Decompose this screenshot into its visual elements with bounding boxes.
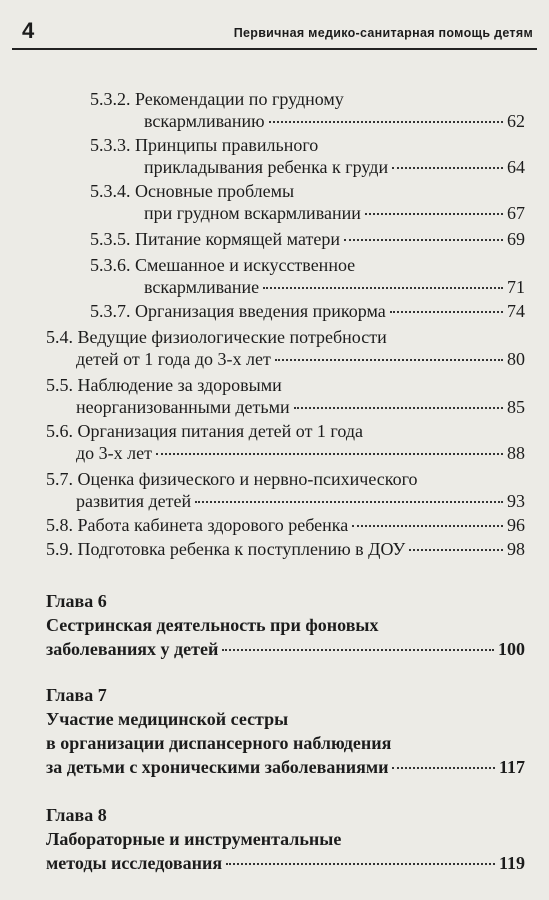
toc-page-number: 119 (498, 853, 525, 873)
toc-entry-row[interactable] (46, 852, 525, 874)
toc-entry-title: прикладывания ребенка к груди (144, 157, 389, 177)
toc-entry-row[interactable] (90, 300, 525, 322)
toc-entry-row[interactable] (46, 756, 525, 778)
toc-page-number: 96 (507, 515, 525, 535)
toc-entry-title: 5.6. Организация питания детей от 1 года (46, 421, 363, 441)
dot-leader (294, 407, 503, 409)
toc-entry-title: 5.8. Работа кабинета здорового ребенка (46, 515, 349, 535)
dot-leader (365, 213, 503, 215)
chapter-label: Глава 8 (46, 805, 107, 825)
toc-entry-title: при грудном вскармливании (144, 203, 361, 223)
dot-leader (344, 239, 503, 241)
toc-entry-title: 5.7. Оценка физического и нервно-психического (46, 469, 418, 489)
toc-entry-row[interactable] (46, 538, 525, 560)
chapter-label: Глава 6 (46, 591, 107, 611)
toc-entry-row[interactable] (144, 156, 525, 178)
toc-page-number: 64 (507, 157, 525, 177)
dot-leader (156, 453, 503, 455)
toc-entry-row[interactable] (144, 202, 525, 224)
dot-leader (392, 167, 503, 169)
toc-entry-row[interactable] (76, 348, 525, 370)
toc-entry-row[interactable] (144, 110, 525, 132)
toc-entry-title: детей от 1 года до 3-х лет (76, 349, 271, 369)
toc-entry-title: до 3-х лет (76, 443, 152, 463)
toc-page-number: 88 (507, 443, 525, 463)
toc-entry-title: 5.3.2. Рекомендации по грудному (90, 89, 344, 109)
dot-leader (222, 649, 494, 651)
toc-page-number: 117 (498, 757, 525, 777)
toc-entry-title: 5.3.5. Питание кормящей матери (90, 229, 340, 249)
toc-entry-title: вскармливанию (144, 111, 265, 131)
toc-page-number: 69 (507, 229, 525, 249)
dot-leader (226, 863, 495, 865)
toc-page-number: 62 (507, 111, 525, 131)
toc-page-number: 71 (507, 277, 525, 297)
toc-entry-title: 5.3.3. Принципы правильного (90, 135, 319, 155)
page-header (12, 14, 537, 50)
toc-entry-title: 5.3.4. Основные проблемы (90, 181, 295, 201)
toc-entry-title: 5.3.7. Организация введения прикорма (90, 301, 386, 321)
chapter-title: в организации диспансерного наблюдения (46, 733, 392, 753)
chapter-title: Сестринская деятельность при фоновых (46, 615, 379, 635)
dot-leader (275, 359, 503, 361)
toc-entry-title: неорганизованными детьми (76, 397, 290, 417)
dot-leader (409, 549, 503, 551)
chapter-title: за детьми с хроническими заболеваниями (46, 757, 389, 777)
toc-page-number: 80 (507, 349, 525, 369)
chapter-title: методы исследования (46, 853, 223, 873)
toc-entry-title: 5.3.6. Смешанное и искусственное (90, 255, 356, 275)
chapter-title: Участие медицинской сестры (46, 709, 289, 729)
toc-page-number: 98 (507, 539, 525, 559)
toc-entry-title: 5.4. Ведущие физиологические потребности (46, 327, 387, 347)
toc-page-number: 93 (507, 491, 525, 511)
toc-entry-title: 5.9. Подготовка ребенка к поступлению в ДОУ (46, 539, 406, 559)
dot-leader (263, 287, 503, 289)
toc-page-number: 100 (498, 639, 525, 659)
toc-entry-row[interactable] (76, 490, 525, 512)
dot-leader (392, 767, 495, 769)
toc-page-number: 67 (507, 203, 525, 223)
toc-entry-title: развития детей (76, 491, 192, 511)
toc-entry-title: 5.5. Наблюдение за здоровыми (46, 375, 282, 395)
chapter-title: Лабораторные и инструментальные (46, 829, 342, 849)
running-title: Первичная медико-санитарная помощь детям (233, 26, 533, 40)
toc-entry-row[interactable] (90, 228, 525, 250)
toc-entry-row[interactable] (76, 396, 525, 418)
toc-entry-row[interactable] (46, 514, 525, 536)
toc-page-number: 74 (507, 301, 525, 321)
toc-entry-row[interactable] (46, 638, 525, 660)
chapter-title: заболеваниях у детей (46, 639, 219, 659)
toc-page-number: 85 (507, 397, 525, 417)
dot-leader (390, 311, 503, 313)
dot-leader (195, 501, 503, 503)
page-number: 4 (22, 18, 35, 43)
toc-entry-title: вскармливание (144, 277, 260, 297)
dot-leader (269, 121, 503, 123)
toc-entry-row[interactable] (76, 442, 525, 464)
toc-entry-row[interactable] (144, 276, 525, 298)
dot-leader (352, 525, 503, 527)
chapter-label: Глава 7 (46, 685, 107, 705)
